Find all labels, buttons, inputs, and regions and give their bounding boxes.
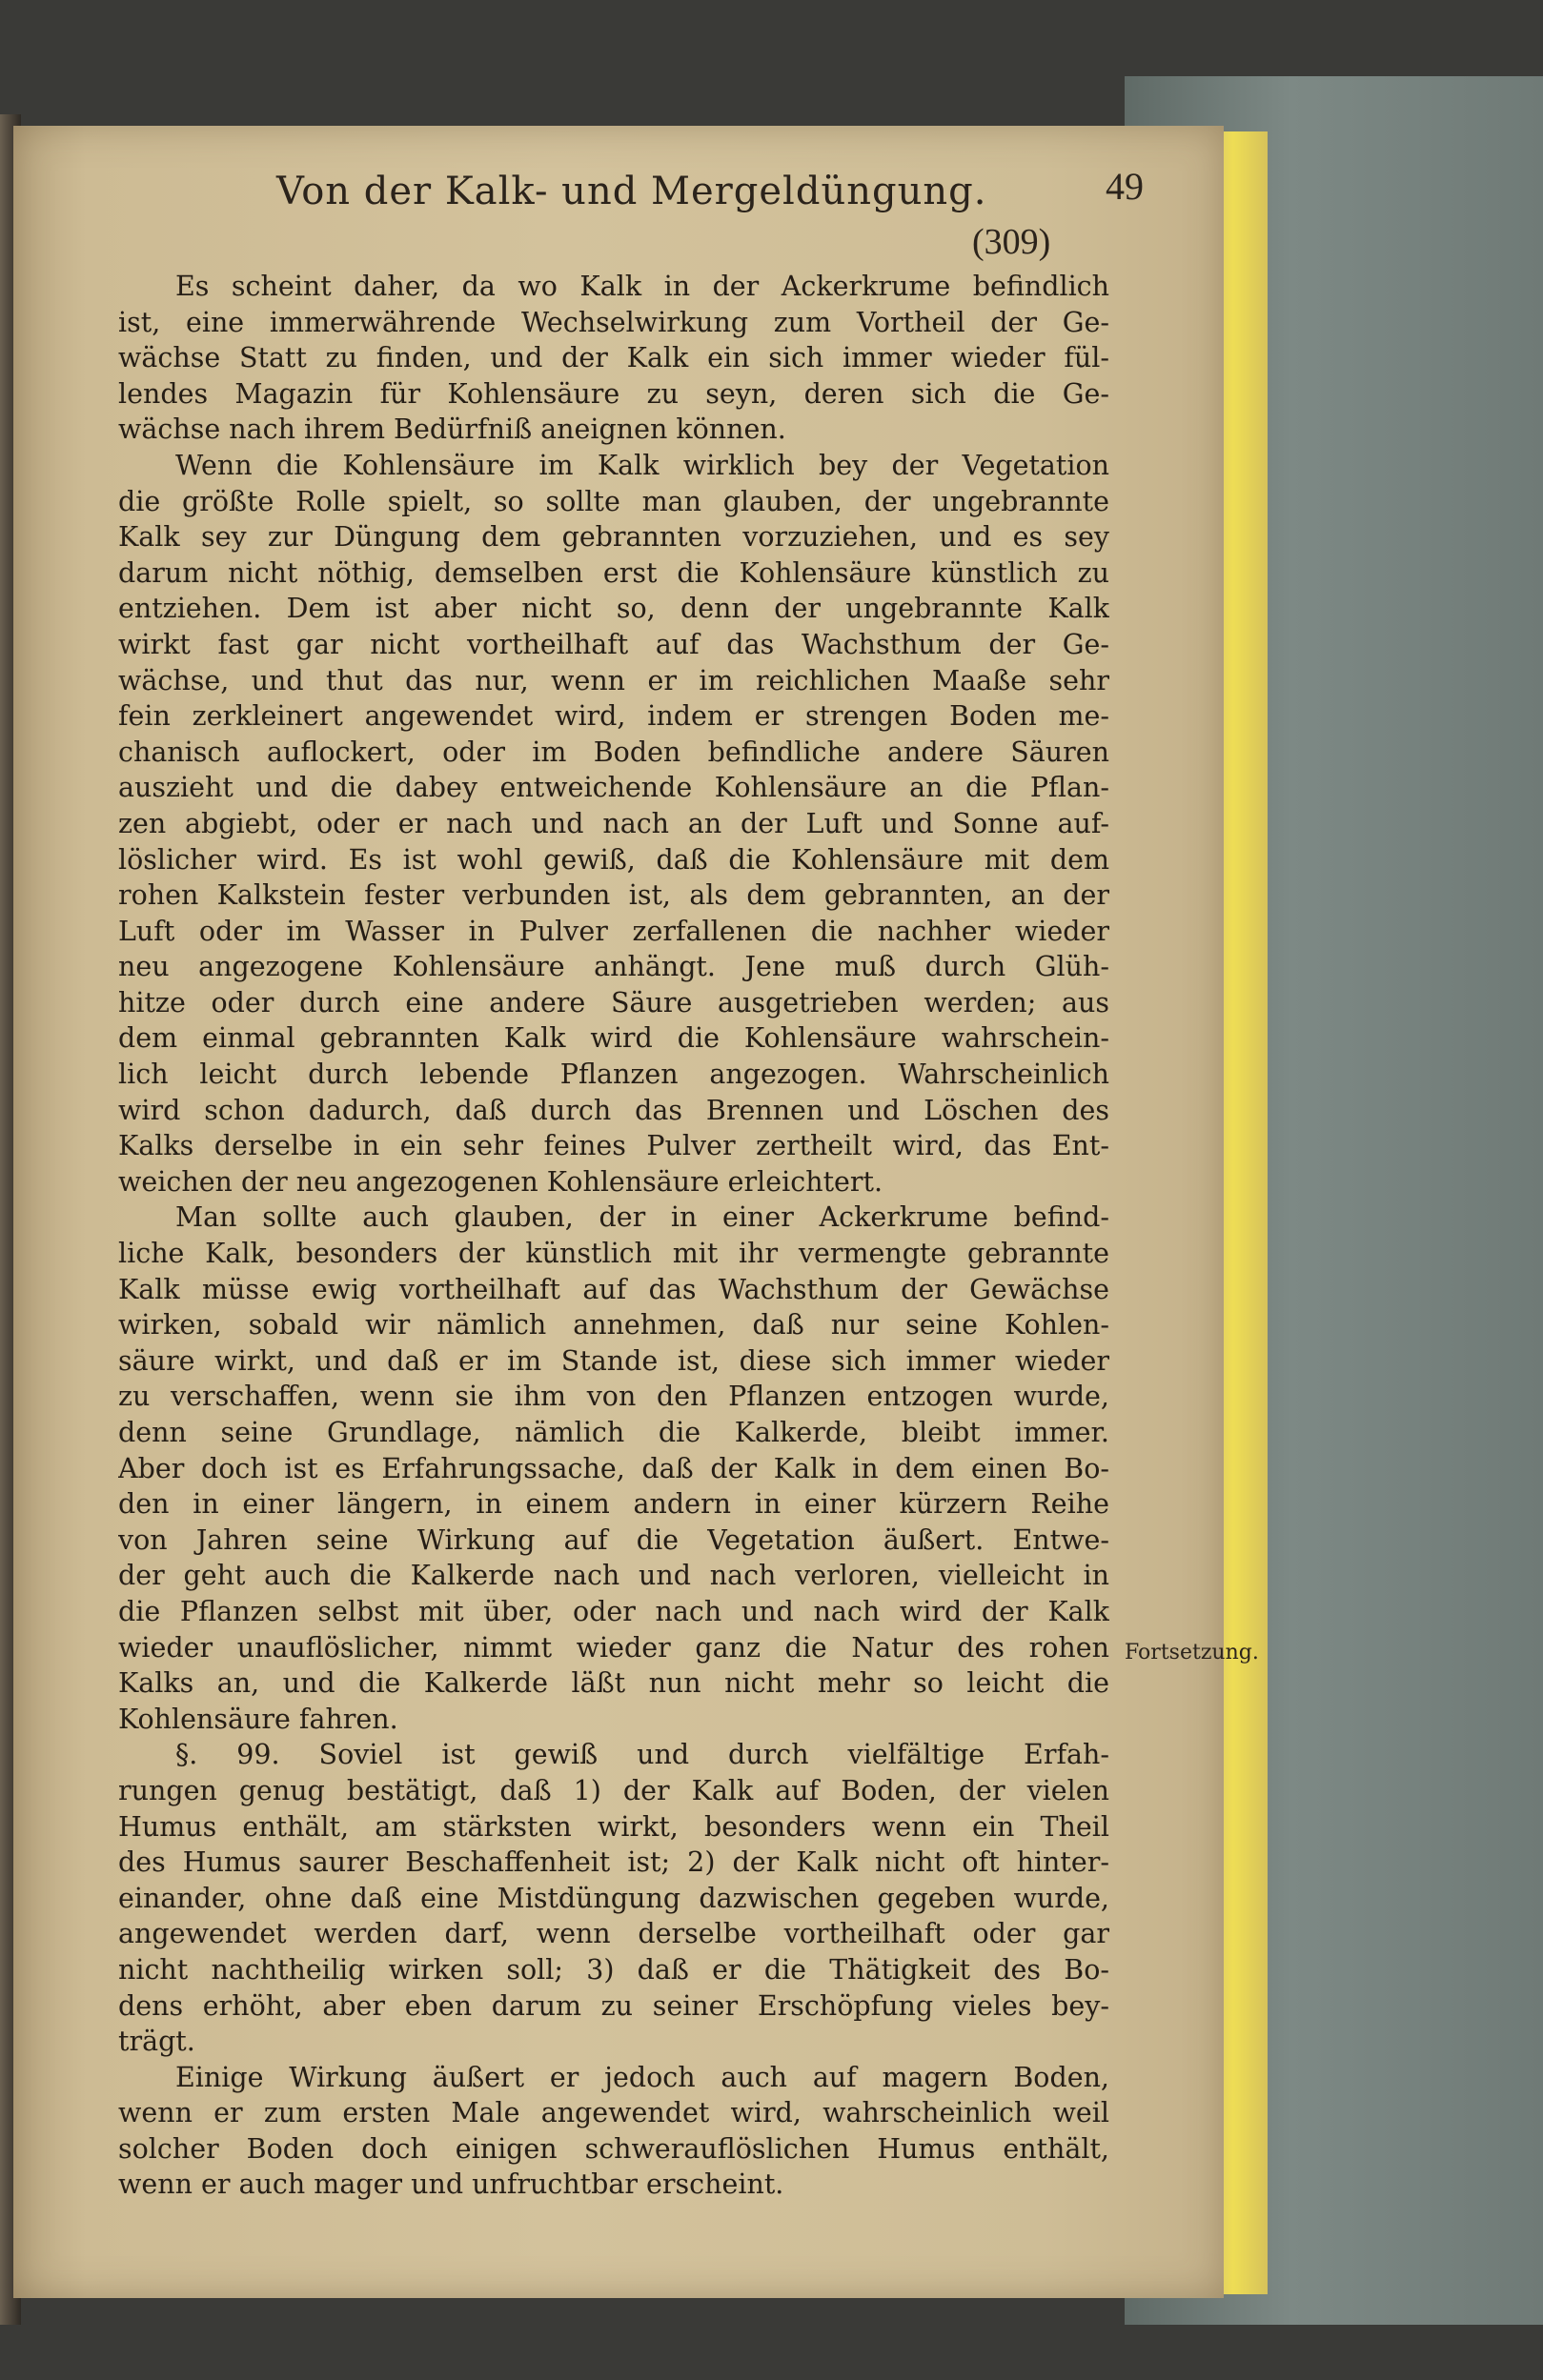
text-line: liche Kalk, besonders der künstlich mit ihr vermengte gebrannte: [118, 1238, 1109, 1270]
margin-note: Fortsetzung.: [1125, 1641, 1259, 1664]
text-line: rohen Kalkstein fester verbunden ist, als dem gebrannten, an der: [118, 879, 1109, 912]
text-line: neu angezogene Kohlensäure anhängt. Jene muß durch Glüh-: [118, 951, 1109, 983]
text-line: Wenn die Kohlensäure im Kalk wirklich bey der Vegetation: [175, 449, 1109, 481]
text-line: chanisch auflockert, oder im Boden befindliche andere Säuren: [118, 736, 1109, 768]
text-line: entziehen. Dem ist aber nicht so, denn der ungebrannte Kalk: [118, 593, 1109, 625]
text-line: wenn er zum ersten Male angewendet wird, wahrscheinlich weil: [118, 2097, 1109, 2129]
text-line: dem einmal gebrannten Kalk wird die Kohlensäure wahrschein-: [118, 1022, 1109, 1055]
text-line: Luft oder im Wasser in Pulver zerfallenen die nachher wieder: [118, 915, 1109, 947]
section-line: §. 99. Soviel ist gewiß und durch vielfältige Erfah-: [175, 1739, 1109, 1771]
text-line: Kalk müsse ewig vortheilhaft auf das Wachsthum der Gewächse: [118, 1273, 1109, 1305]
text-line: wächse nach ihrem Bedürfniß aneignen können.: [118, 413, 786, 446]
text-line: des Humus saurer Beschaffenheit ist; 2) der Kalk nicht oft hinter-: [118, 1846, 1109, 1879]
text-line: wächse, und thut das nur, wenn er im reichlichen Maaße sehr: [118, 664, 1109, 696]
text-line: säure wirkt, und daß er im Stande ist, diese sich immer wieder: [118, 1344, 1109, 1377]
text-line: Humus enthält, am stärksten wirkt, besonders wenn ein Theil: [118, 1810, 1109, 1843]
text-line: auszieht und die dabey entweichende Kohlensäure an die Pflan-: [118, 772, 1109, 804]
text-line: Kohlensäure fahren.: [118, 1703, 398, 1735]
text-line: wenn er auch mager und unfruchtbar erscheint.: [118, 2168, 784, 2201]
text-line: rungen genug bestätigt, daß 1) der Kalk auf Boden, der vielen: [118, 1774, 1109, 1806]
text-line: Kalks derselbe in ein sehr feines Pulver zertheilt wird, das Ent-: [118, 1130, 1109, 1162]
text-line: löslicher wird. Es ist wohl gewiß, daß die Kohlensäure mit dem: [118, 843, 1109, 876]
text-line: der geht auch die Kalkerde nach und nach verloren, vielleicht in: [118, 1560, 1109, 1592]
text-line: solcher Boden doch einigen schwerauflöslichen Humus enthält,: [118, 2132, 1109, 2165]
text-line: zu verschaffen, wenn sie ihm von den Pflanzen entzogen wurde,: [118, 1381, 1109, 1413]
text-line: Kalk sey zur Düngung dem gebrannten vorzuziehen, und es sey: [118, 521, 1109, 554]
text-line: wird schon dadurch, daß durch das Brennen und Löschen des: [118, 1094, 1109, 1126]
text-line: lendes Magazin für Kohlensäure zu seyn, deren sich die Ge-: [118, 377, 1109, 410]
text-line: darum nicht nöthig, demselben erst die Kohlensäure künstlich zu: [118, 556, 1109, 589]
text-line: die größte Rolle spielt, so sollte man glauben, der ungebrannte: [118, 485, 1109, 517]
text-line: zen abgiebt, oder er nach und nach an der Luft und Sonne auf-: [118, 807, 1109, 839]
text-line: angewendet werden darf, wenn derselbe vortheilhaft oder gar: [118, 1918, 1109, 1950]
text-line: weichen der neu angezogenen Kohlensäure erleichtert.: [118, 1165, 883, 1198]
page-header: [276, 165, 1172, 227]
text-line: hitze oder durch eine andere Säure ausgetrieben werden; aus: [118, 986, 1109, 1019]
text-line: von Jahren seine Wirkung auf die Vegetation äußert. Entwe-: [118, 1523, 1109, 1556]
text-line: fein zerkleinert angewendet wird, indem er strengen Boden me-: [118, 700, 1109, 733]
text-line: wirkt fast gar nicht vortheilhaft auf das Wachsthum der Ge-: [118, 628, 1109, 660]
page-number: 49: [1106, 165, 1144, 208]
original-page-reference: (309): [972, 222, 1051, 262]
body-text: [118, 269, 1109, 2203]
text-line: nicht nachtheilig wirken soll; 3) daß er die Thätigkeit des Bo-: [118, 1953, 1109, 1986]
text-line: Einige Wirkung äußert er jedoch auch auf magern Boden,: [175, 2061, 1109, 2093]
text-line: Kalks an, und die Kalkerde läßt nun nicht mehr so leicht die: [118, 1667, 1109, 1700]
text-line: Es scheint daher, da wo Kalk in der Ackerkrume befindlich: [175, 271, 1109, 302]
text-line: wächse Statt zu finden, und der Kalk ein sich immer wieder fül-: [118, 342, 1109, 374]
text-line: Man sollte auch glauben, der in einer Ackerkrume befind-: [175, 1201, 1109, 1234]
text-line: ist, eine immerwährende Wechselwirkung zum Vortheil der Ge-: [118, 306, 1109, 338]
text-line: wieder unauflöslicher, nimmt wieder ganz die Natur des rohen: [118, 1631, 1109, 1664]
text-line: einander, ohne daß eine Mistdüngung dazwischen gegeben wurde,: [118, 1882, 1109, 1914]
text-line: trägt.: [118, 2026, 195, 2058]
text-line: dens erhöht, aber eben darum zu seiner Erschöpfung vieles bey-: [118, 1989, 1109, 2022]
text-line: wirken, sobald wir nämlich annehmen, daß nur seine Kohlen-: [118, 1309, 1109, 1341]
text-line: die Pflanzen selbst mit über, oder nach und nach wird der Kalk: [118, 1595, 1109, 1627]
running-title: Von der Kalk- und Mergeldüngung.: [276, 170, 987, 213]
text-line: denn seine Grundlage, nämlich die Kalkerde, bleibt immer.: [118, 1417, 1109, 1448]
text-line: lich leicht durch lebende Pflanzen angezogen. Wahrscheinlich: [118, 1059, 1109, 1091]
text-line: Aber doch ist es Erfahrungssache, daß der Kalk in dem einen Bo-: [118, 1452, 1109, 1484]
text-line: den in einer längern, in einem andern in einer kürzern Reihe: [118, 1488, 1109, 1521]
